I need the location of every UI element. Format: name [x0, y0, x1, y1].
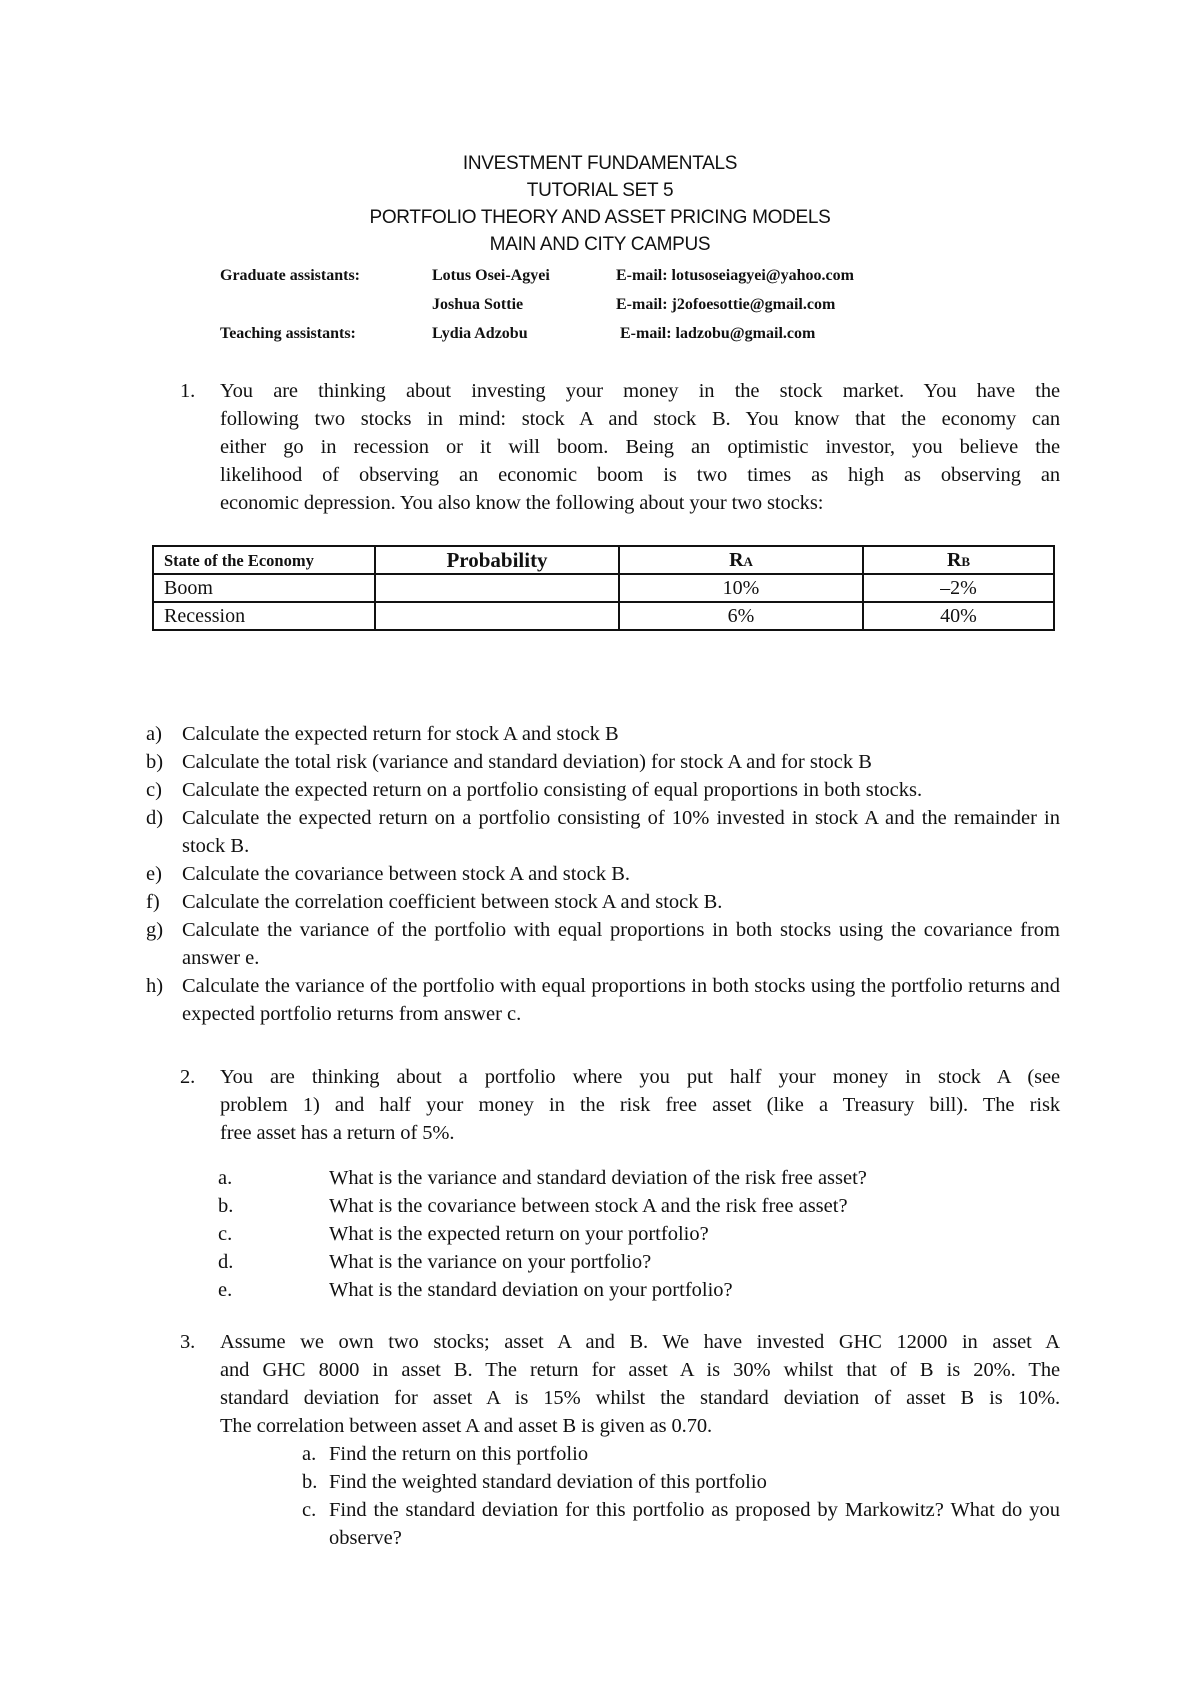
question-line: problem 1) and half your money in the risk free asset (like a Treasury bill). The risk [220, 1094, 1060, 1116]
question-line: economic depression. You also know the following about your two stocks: [220, 492, 824, 514]
cell-state: Boom [153, 574, 375, 602]
cell-probability [375, 602, 619, 630]
question-2-parts [218, 1164, 1060, 1304]
header-state: State of the Economy [153, 546, 375, 574]
table-row [153, 602, 1054, 630]
assistant-row [0, 291, 1200, 319]
question-line: standard deviation for asset A is 15% whilst the standard deviation of asset B is 10%. [220, 1387, 1060, 1409]
list-item: f) Calculate the correlation coefficient between stock A and stock B. [146, 891, 723, 913]
table-row [153, 574, 1054, 602]
list-item: e) Calculate the covariance between stock A and stock B. [146, 863, 630, 885]
list-item: g) Calculate the variance of the portfolio with equal proportions in both stocks using the covariance from answer e. [146, 919, 1060, 969]
question-line: following two stocks in mind: stock A and stock B. You know that the economy can [220, 408, 1060, 430]
topic-title: PORTFOLIO THEORY AND ASSET PRICING MODELS [369, 207, 831, 228]
question-number: 2. [180, 1066, 196, 1088]
cell-ra: 6% [619, 602, 863, 630]
question-line: You are thinking about a portfolio where you put half your money in stock A (see [220, 1066, 1060, 1088]
question-line: The correlation between asset A and asset B is given as 0.70. [220, 1415, 713, 1437]
header-probability: Probability [375, 546, 619, 574]
document-header [0, 150, 1200, 258]
tutorial-set: TUTORIAL SET 5 [526, 180, 674, 201]
assistant-email: E-mail: ladzobu@gmail.com [620, 325, 816, 342]
list-item: b. Find the weighted standard deviation of this portfolio [302, 1471, 767, 1493]
cell-state: Recession [153, 602, 375, 630]
table-header-row [153, 546, 1054, 574]
question-line: either go in recession or it will boom. Being an optimistic investor, you believe the [220, 436, 1060, 458]
assistant-row [0, 320, 1200, 348]
cell-probability [375, 574, 619, 602]
assistant-name: Joshua Sottie [432, 296, 524, 313]
assistant-role: Graduate assistants: [220, 267, 361, 284]
assistant-name: Lotus Osei-Agyei [432, 267, 550, 284]
list-item: c. Find the standard deviation for this portfolio as proposed by Markowitz? What do you observe? [302, 1499, 1060, 1549]
assistant-email: E-mail: lotusoseiagyei@yahoo.com [616, 267, 854, 284]
header-ra: RA [619, 546, 863, 574]
list-item: c. What is the expected return on your portfolio? [218, 1223, 709, 1245]
list-item: d) Calculate the expected return on a portfolio consisting of 10% invested in stock A and the remainder in stock B. [146, 807, 1060, 857]
list-item: c) Calculate the expected return on a portfolio consisting of equal proportions in both stocks. [146, 779, 923, 801]
question-number: 3. [180, 1331, 196, 1353]
assistant-row [0, 262, 1200, 290]
campus-line: MAIN AND CITY CAMPUS [489, 234, 711, 255]
assistant-role: Teaching assistants: [220, 325, 356, 342]
question-number: 1. [180, 380, 196, 402]
question-line: free asset has a return of 5%. [220, 1122, 455, 1144]
question-3-parts [302, 1440, 1060, 1552]
list-item: a. Find the return on this portfolio [302, 1443, 589, 1465]
list-item: h) Calculate the variance of the portfolio with equal proportions in both stocks using the portfolio returns and expected portfolio returns from answer c. [146, 975, 1060, 1025]
list-item: b) Calculate the total risk (variance and standard deviation) for stock A and for stock B [146, 751, 872, 773]
list-item: b. What is the covariance between stock A and the risk free asset? [218, 1195, 848, 1217]
list-item: a. What is the variance and standard deviation of the risk free asset? [218, 1167, 867, 1189]
list-item: d. What is the variance on your portfolio? [218, 1251, 652, 1273]
list-item: a) Calculate the expected return for stock A and stock B [146, 723, 619, 745]
question-line: likelihood of observing an economic boom is two times as high as observing an [220, 464, 1060, 486]
header-rb: RB [863, 546, 1054, 574]
question-line: You are thinking about investing your money in the stock market. You have the [220, 380, 1060, 402]
question-line: Assume we own two stocks; asset A and B. We have invested GHC 12000 in asset A [220, 1331, 1060, 1353]
question-line: and GHC 8000 in asset B. The return for asset A is 30% whilst that of B is 20%. The [220, 1359, 1060, 1381]
assistant-name: Lydia Adzobu [432, 325, 528, 342]
cell-rb: 40% [863, 602, 1054, 630]
cell-ra: 10% [619, 574, 863, 602]
assistant-email: E-mail: j2ofoesottie@gmail.com [616, 296, 836, 313]
question-1-parts [146, 720, 1060, 1028]
course-title: INVESTMENT FUNDAMENTALS [462, 153, 738, 174]
economy-table [152, 545, 1055, 631]
cell-rb: –2% [863, 574, 1054, 602]
list-item: e. What is the standard deviation on your portfolio? [218, 1279, 733, 1301]
